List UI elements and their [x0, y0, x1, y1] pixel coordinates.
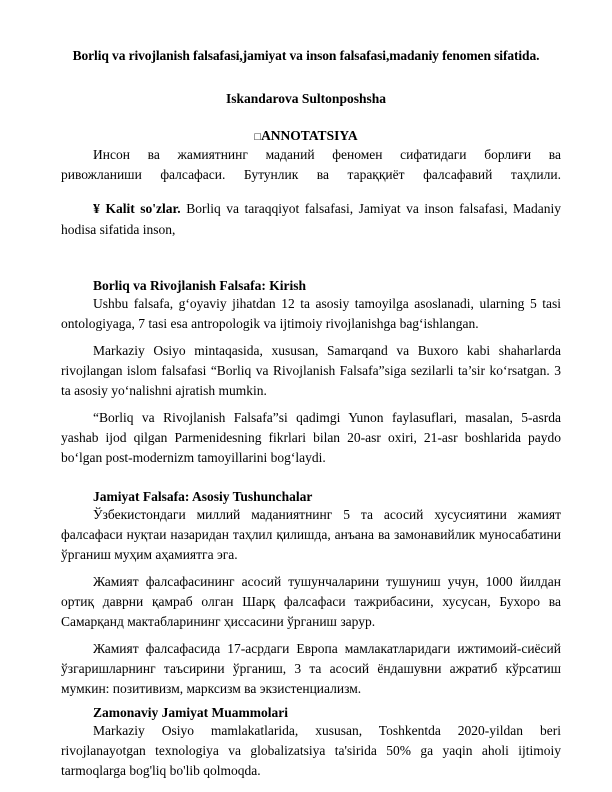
- annotation-line-1: Инсон ва жамиятнинг маданий феномен сифатидаги борлиғи ва: [93, 147, 561, 162]
- intro-paragraph-3: “Borliq va Rivojlanish Falsafa”si qadimgi Yunon faylasuflari, masalan, 5-asrda yashab ijod qilgan Parmenidesning fikrlari bilan 20-asr oxiri, 21-asr boshlarida paydo bo‘lgan post-modernizm tamoyillarini bog‘laydi.: [61, 410, 561, 465]
- intro-paragraph-2: Markaziy Osiyo mintaqasida, xususan, Samarqand va Buxoro kabi shaharlarda rivojlangan islom falsafasi “Borliq va Rivojlanish Falsafa”siga sezilarli ta’sir ko‘rsatgan. 3 ta asosiy yo‘nalishni ajratish mumkin.: [61, 343, 561, 398]
- modern-paragraph-1: Markaziy Osiyo mamlakatlarida, xususan, Toshkentda 2020-yildan beri rivojlanayotgan texnologiya va globalizatsiya ta'sirida 50% ga yaqin aholi ijtimoiy tarmoqlarga bog'liq bo'lib qolmoqda.: [61, 723, 561, 778]
- society-paragraph-3: Жамият фалсафасида 17-асрдаги Европа мамлакатларидаги ижтимоий-сиёсий ўзгаришларнинг таъсирини ўрганиш, 3 та асосий ёндашувни ажратиб кўрсатиш мумкин: позитивизм, марксизм ва экзистенциализм.: [61, 641, 561, 696]
- annotation-heading-text: ANNOTATSIYA: [261, 128, 358, 143]
- author-name: Iskandarova Sultonposhsha: [226, 91, 386, 106]
- section-heading-modern: Zamonaviy Jamiyat Muammolari: [93, 705, 288, 720]
- society-paragraph-2: Жамият фалсафасининг асосий тушунчаларини тушуниш учун, 1000 йилдан ортиқ даврни қамраб олган Шарқ фалсафаси тажрибасини, хусусан, Бухоро ва Самарқанд мактабларининг ҳиссасини ўрганиш зарур.: [61, 574, 561, 629]
- keywords-marker-icon: ¥: [93, 202, 100, 217]
- box-glyph-icon: □: [254, 131, 262, 143]
- annotation-heading: [40, 128, 572, 144]
- annotation-line-2: ривожланиши фалсафаси. Бутунлик ва тараққиёт фалсафавий таҳлили.: [61, 167, 561, 182]
- document-title: Borliq va rivojlanish falsafasi,jamiyat va inson falsafasi,madaniy fenomen sifatida.: [72, 48, 540, 63]
- intro-paragraph-1: Ushbu falsafa, g‘oyaviy jihatdan 12 ta asosiy tamoyilga asoslanadi, ularning 5 tasi ontologiyaga, 7 tasi esa antropologik va ijtimoiy rivojlanishga bag‘ishlangan.: [61, 296, 561, 331]
- keywords-paragraph: [61, 199, 561, 240]
- section-heading-intro: Borliq va Rivojlanish Falsafa: Kirish: [93, 278, 307, 293]
- keywords-label: Kalit so'zlar.: [105, 201, 181, 216]
- society-paragraph-1: Ўзбекистондаги миллий маданиятнинг 5 та асосий хусусиятини жамият фалсафаси нуқтаи назаридан таҳлил қилишда, анъана ва замонавийлик муносабатини ўрганиш муҳим аҳамиятга эга.: [61, 507, 561, 562]
- section-heading-society: Jamiyat Falsafa: Asosiy Tushunchalar: [93, 489, 313, 504]
- keywords-text: Borliq va taraqqiyot falsafasi, Jamiyat va inson falsafasi, Madaniy hodisa sifatida inson,: [61, 201, 562, 237]
